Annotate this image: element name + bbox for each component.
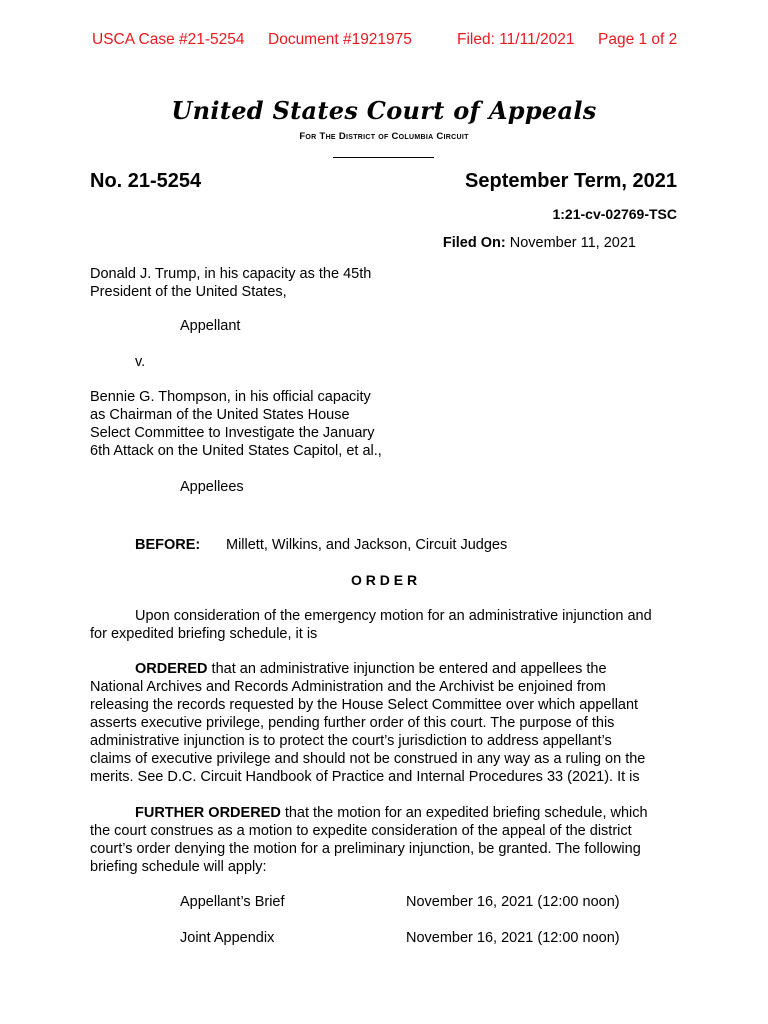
- order-title: O R D E R: [350, 572, 418, 588]
- schedule-item: Joint Appendix: [180, 930, 275, 946]
- paragraph-2-line-5: administrative injunction is to protect the court’s jurisdiction to address appellant’s: [90, 733, 612, 749]
- paragraph-2-line-6: claims of executive privilege and should not be construed in any way as a ruling on the: [90, 751, 646, 767]
- schedule-date: November 16, 2021 (12:00 noon): [406, 894, 620, 910]
- paragraph-3-line-4: briefing schedule will apply:: [90, 859, 267, 875]
- ordered-lead: ORDERED: [135, 661, 208, 677]
- paragraph-1-line-1: Upon consideration of the emergency motion for an administrative injunction and: [135, 608, 652, 624]
- case-number: No. 21-5254: [90, 170, 202, 192]
- appellee-line-1: Bennie G. Thompson, in his official capacity: [90, 389, 371, 405]
- filed-on: [443, 235, 636, 251]
- paragraph-2-line-1: ORDERED that an administrative injunction be entered and appellees the: [135, 661, 607, 677]
- paragraph-3-line-1: FURTHER ORDERED that the motion for an expedited briefing schedule, which: [135, 805, 648, 821]
- appellee-line-2: as Chairman of the United States House: [90, 407, 350, 423]
- term: September Term, 2021: [465, 170, 677, 192]
- paragraph-3-line-2: the court construes as a motion to expedite consideration of the appeal of the district: [90, 823, 632, 839]
- filed-on-date: November 11, 2021: [509, 235, 636, 251]
- before-label: BEFORE:: [135, 537, 201, 553]
- appellee-role: Appellees: [180, 479, 244, 495]
- appellant-line-1: Donald J. Trump, in his capacity as the 45th: [90, 266, 372, 282]
- district-docket: 1:21-cv-02769-TSC: [552, 206, 677, 222]
- paragraph-3-line-3: court’s order denying the motion for a preliminary injunction, be granted. The following: [90, 841, 641, 857]
- schedule-item: Appellant’s Brief: [180, 894, 285, 910]
- paragraph-1-line-2: for expedited briefing schedule, it is: [90, 626, 318, 642]
- appellant-role: Appellant: [180, 318, 241, 334]
- paragraph-2-line-3: releasing the records requested by the House Select Committee over which appellant: [90, 697, 639, 713]
- versus: v.: [135, 354, 146, 370]
- filed-on-label: Filed On:: [442, 235, 506, 251]
- title-rule: [333, 157, 434, 158]
- appellee-line-3: Select Committee to Investigate the January: [90, 425, 375, 441]
- case-number-header: USCA Case #21-5254: [92, 31, 245, 48]
- document-number-header: Document #1921975: [268, 31, 412, 48]
- appellee-line-4: 6th Attack on the United States Capitol, et al.,: [90, 443, 382, 459]
- court-name: United States Court of Appeals: [171, 96, 597, 125]
- further-ordered-lead: FURTHER ORDERED: [135, 805, 281, 821]
- judges: Millett, Wilkins, and Jackson, Circuit Judges: [226, 537, 508, 553]
- court-district: For The District of Columbia Circuit: [299, 131, 469, 142]
- paragraph-2-line-4: asserts executive privilege, pending further order of this court. The purpose of this: [90, 715, 615, 731]
- page-number-header: Page 1 of 2: [598, 31, 678, 48]
- appellant-line-2: President of the United States,: [90, 284, 287, 300]
- filed-date-header: Filed: 11/11/2021: [457, 31, 575, 48]
- schedule-date: November 16, 2021 (12:00 noon): [406, 930, 620, 946]
- paragraph-2-line-2: National Archives and Records Administration and the Archivist be enjoined from: [90, 679, 606, 695]
- paragraph-2-line-7: merits. See D.C. Circuit Handbook of Practice and Internal Procedures 33 (2021). It is: [90, 769, 640, 785]
